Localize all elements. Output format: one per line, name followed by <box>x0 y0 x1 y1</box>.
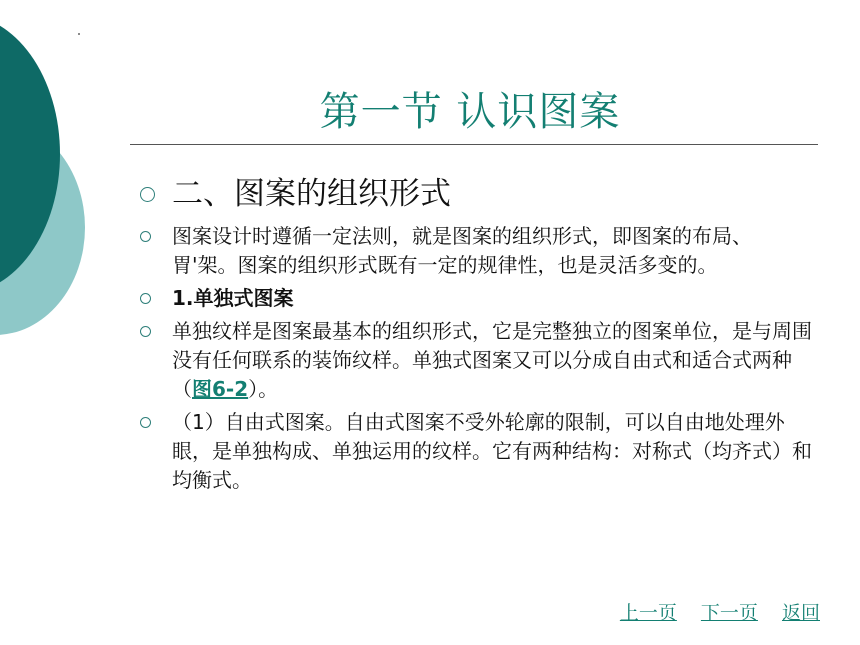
list-item <box>136 317 816 404</box>
paragraph-text-tail: ）。 <box>248 377 279 401</box>
slide-content <box>136 172 816 499</box>
decorative-dot <box>78 33 80 35</box>
bullet-icon <box>140 187 155 202</box>
subheading-text: 1.单独式图案 <box>172 286 294 310</box>
paragraph-text: 单独纹样是图案最基本的组织形式，它是完整独立的图案单位，是与周围没有任何联系的装饰纹样。单独式图案又可以分成自由式和适合式两种（ <box>172 319 812 401</box>
paragraph-text: （1）自由式图案。自由式图案不受外轮廓的限制，可以自由地处理外眼，是单独构成、单独运用的纹样。它有两种结构：对称式（均齐式）和均衡式。 <box>172 410 812 492</box>
slide-navigation <box>602 598 820 625</box>
next-page-link[interactable]: 下一页 <box>700 602 758 624</box>
bullet-icon <box>140 417 151 428</box>
bullet-icon <box>140 231 151 242</box>
section-heading <box>136 172 816 216</box>
paragraph-text: 图案设计时遵循一定法则，就是图案的组织形式，即图案的布局、胃'架。图案的组织形式既有一定的规律性，也是灵活多变的。 <box>172 224 752 277</box>
list-item <box>136 408 816 495</box>
list-item <box>136 284 816 313</box>
title-divider <box>130 144 818 145</box>
figure-link[interactable]: 图6-2 <box>192 377 249 401</box>
bullet-icon <box>140 326 151 337</box>
list-item <box>136 222 816 280</box>
slide-title: 第一节 认识图案 <box>319 89 621 135</box>
back-link[interactable]: 返回 <box>781 602 820 624</box>
section-heading-text: 二、图案的组织形式 <box>172 176 451 212</box>
bullet-icon <box>140 293 151 304</box>
prev-page-link[interactable]: 上一页 <box>619 602 677 624</box>
